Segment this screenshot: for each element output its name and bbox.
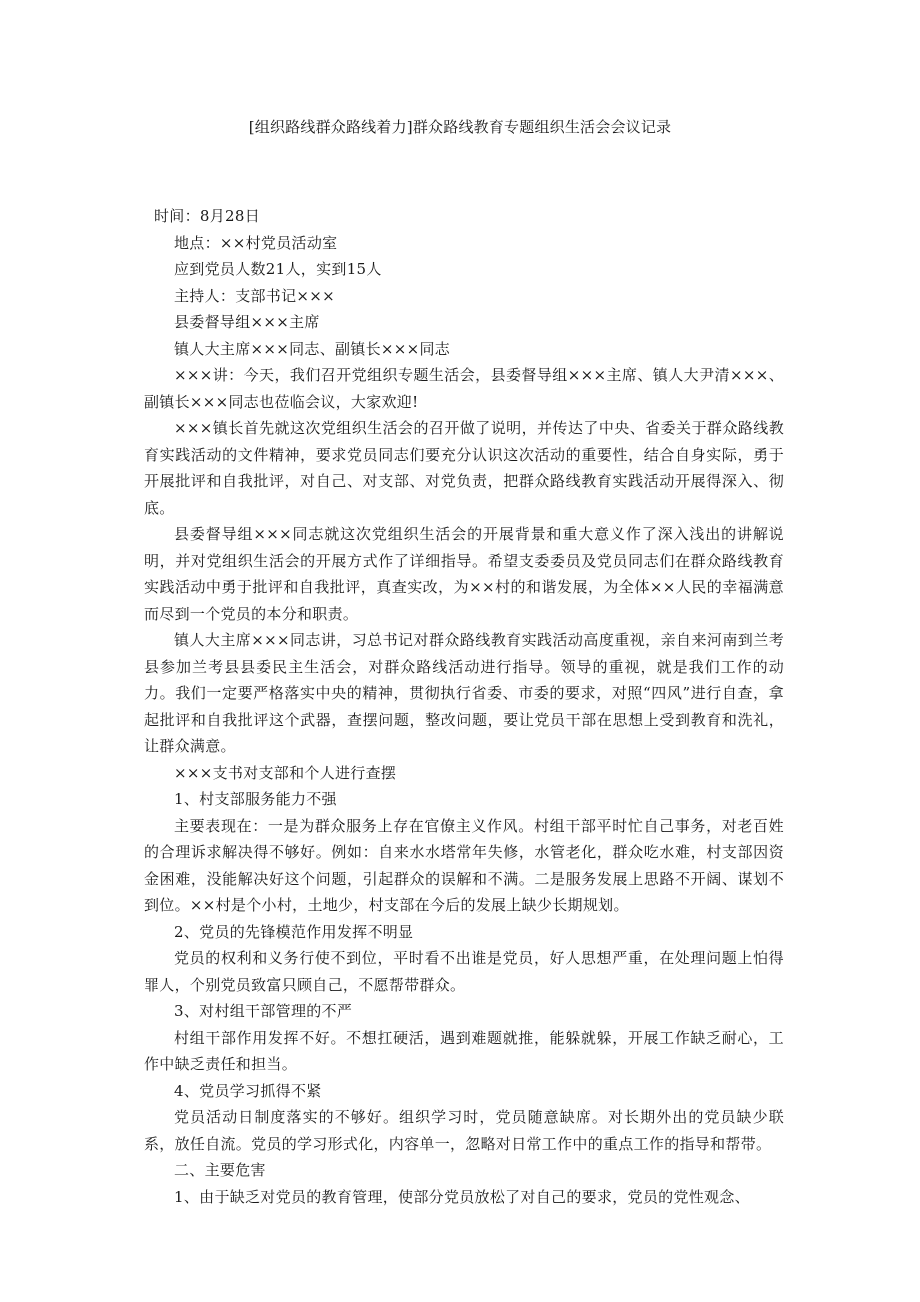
attendance: 应到党员人数21人，实到15人	[174, 260, 382, 278]
paragraph: 1、由于缺乏对党员的教育管理，使部分党员放松了对自己的要求，党员的党性观念、	[174, 1187, 750, 1206]
section-heading: 1、村支部服务能力不强	[174, 790, 337, 808]
paragraph: 县委督导组×××同志就这次党组织生活会的开展背景和重大意义作了深入浅出的讲解说明，并对党组织生活会的开展方式作了详细指导。希望支委委员及党员同志们在群众路线教育实践活动中勇于批评和自我批评，真查实改，为××村的和谐发展，为全体××人民的幸福满意而尽到一个党员的本分和职责。	[144, 525, 784, 623]
paragraph: 党员活动日制度落实的不够好。组织学习时，党员随意缺席。对长期外出的党员缺少联系，放任自流。党员的学习形式化，内容单一，忽略对日常工作中的重点工作的指导和帮带。	[144, 1108, 784, 1153]
document-body	[144, 203, 784, 1210]
paragraph: ×××镇长首先就这次党组织生活会的召开做了说明，并传达了中央、省委关于群众路线教育实践活动的文件精神，要求党员同志们要充分认识这次活动的重要性，结合自身实际，勇于开展批评和自我批评，对自己、对支部、对党负责，把群众路线教育实践活动开展得深入、彻底。	[144, 419, 784, 517]
paragraph: 村组干部作用发挥不好。不想扛硬活，遇到难题就推，能躲就躲，开展工作缺乏耐心，工作中缺乏责任和担当。	[144, 1028, 784, 1073]
paragraph: ×××讲：今天，我们召开党组织专题生活会，县委督导组×××主席、镇人大尹清×××、副镇长×××同志也莅临会议，大家欢迎!	[144, 366, 784, 411]
attendee-town-officials: 镇人大主席×××同志、副镇长×××同志	[174, 339, 451, 358]
section-heading: 3、对村组干部管理的不严	[174, 1002, 353, 1020]
meeting-location: 地点：××村党员活动室	[174, 233, 338, 252]
section-heading: 2、党员的先锋模范作用发挥不明显	[174, 922, 414, 941]
paragraph: 党员的权利和义务行使不到位，平时看不出谁是党员，好人思想严重，在处理问题上怕得罪人，个别党员致富只顾自己，不愿帮带群众。	[144, 949, 784, 994]
attendee-supervisor: 县委督导组×××主席	[174, 313, 320, 331]
section-heading: ×××支书对支部和个人进行查摆	[174, 763, 397, 782]
paragraph: 镇人大主席×××同志讲，习总书记对群众路线教育实践活动高度重视，亲自来河南到兰考县参加兰考县县委民主生活会，对群众路线活动进行指导。领导的重视，就是我们工作的动力。我们一定要严格落实中央的精神，贯彻执行省委、市委的要求，对照“四风”进行自查，拿起批评和自我批评这个武器，查摆问题，整改问题，要让党员干部在思想上受到教育和洗礼，让群众满意。	[144, 631, 784, 755]
host: 主持人：支部书记×××	[174, 286, 336, 305]
paragraph: 主要表现在：一是为群众服务上存在官僚主义作风。村组干部平时忙自己事务，对老百姓的合理诉求解决得不够好。例如：自来水水塔常年失修，水管老化，群众吃水难，村支部因资金困难，没能解决好这个问题，引起群众的误解和不满。二是服务发展上思路不开阔、谋划不到位。××村是个小村，土地少，村支部在今后的发展上缺少长期规划。	[144, 816, 784, 914]
document-title: [组织路线群众路线着力]群众路线教育专题组织生活会会议记录	[248, 118, 672, 136]
section-heading: 二、主要危害	[174, 1161, 266, 1179]
meeting-time: 时间：8月28日	[154, 207, 261, 225]
section-heading: 4、党员学习抓得不紧	[174, 1081, 322, 1100]
